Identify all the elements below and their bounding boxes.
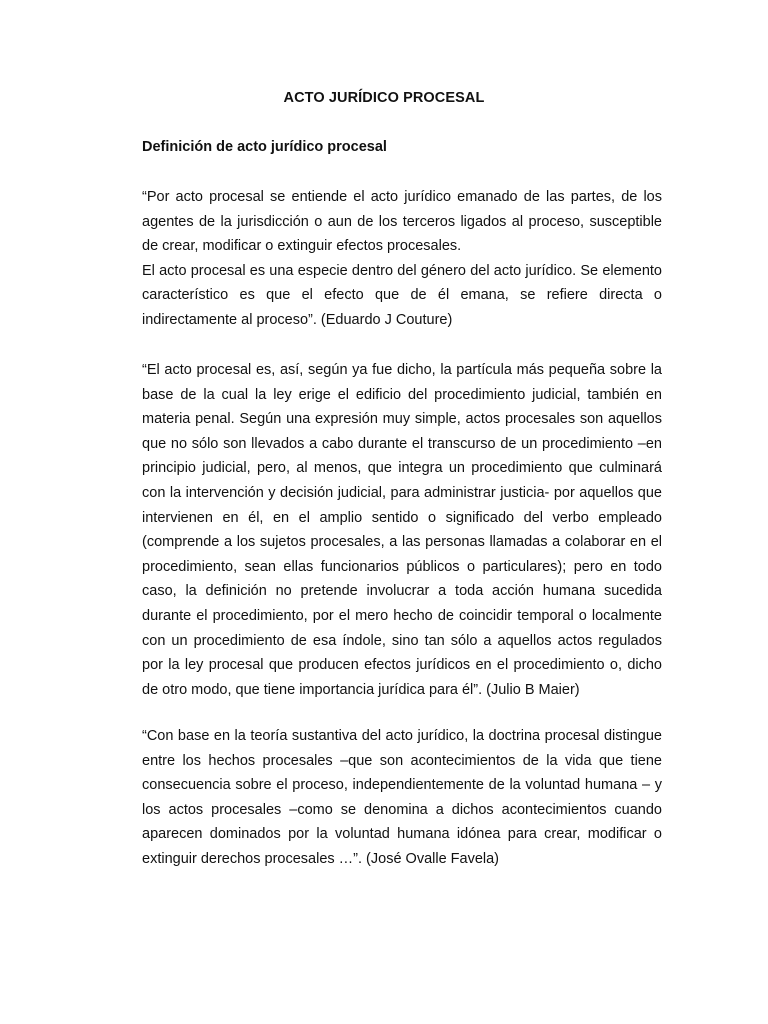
quote-maier [142, 358, 662, 702]
quote-ovalle-text: “Con base en la teoría sustantiva del acto jurídico, la doctrina procesal distingue entre los hechos procesales –que son acontecimientos de la vida que tiene consecuencia sobre el proceso, independientemente de la voluntad humana – y los actos procesales –como se denomina a dichos acontecimientos cuando aparecen dominados por la voluntad humana idónea para crear, modificar o extinguir derechos procesales …”. (José Ovalle Favela) [142, 728, 662, 867]
quote-couture-part-2: El acto procesal es una especie dentro del género del acto jurídico. Se elemento característico es que el efecto que de él emana, se refiere directa o indirectamente al proceso”. (Eduardo J Couture) [142, 262, 662, 328]
quote-maier-text: “El acto procesal es, así, según ya fue dicho, la partícula más pequeña sobre la base de la cual la ley erige el edificio del procedimiento judicial, también en materia penal. Según una expresión muy simple, actos procesales son aquellos que no sólo son llevados a cabo durante el transcurso de un procedimiento –en principio judicial, pero, al menos, que integra un procedimiento que culminará con la intervención y decisión judicial, para administrar justicia- por aquellos que intervienen en él, en el amplio sentido o significado del verbo empleado (comprende a los sujetos procesales, a las personas llamadas a colaborar en el procedimiento, sean ellas funcionarios públicos o particulares); pero en todo caso, la definición no pretende involucrar a toda acción humana sucedida durante el procedimiento, por el mero hecho de coincidir temporal o localmente con un procedimiento de esa índole, sino tan sólo a aquellos actos regulados por la ley procesal que producen efectos jurídicos en el procedimiento o, dicho de otro modo, que tiene importancia jurídica para él”. (Julio B Maier) [142, 362, 662, 698]
quote-couture [142, 185, 662, 333]
quote-ovalle-favela [142, 724, 662, 872]
quote-couture-part-1: “Por acto procesal se entiende el acto jurídico emanado de las partes, de los agentes de la jurisdicción o aun de los terceros ligados al proceso, susceptible de crear, modificar o extinguir efectos procesales. [142, 189, 662, 255]
document-title: ACTO JURÍDICO PROCESAL [283, 90, 485, 106]
section-heading: Definición de acto jurídico procesal [142, 139, 387, 155]
